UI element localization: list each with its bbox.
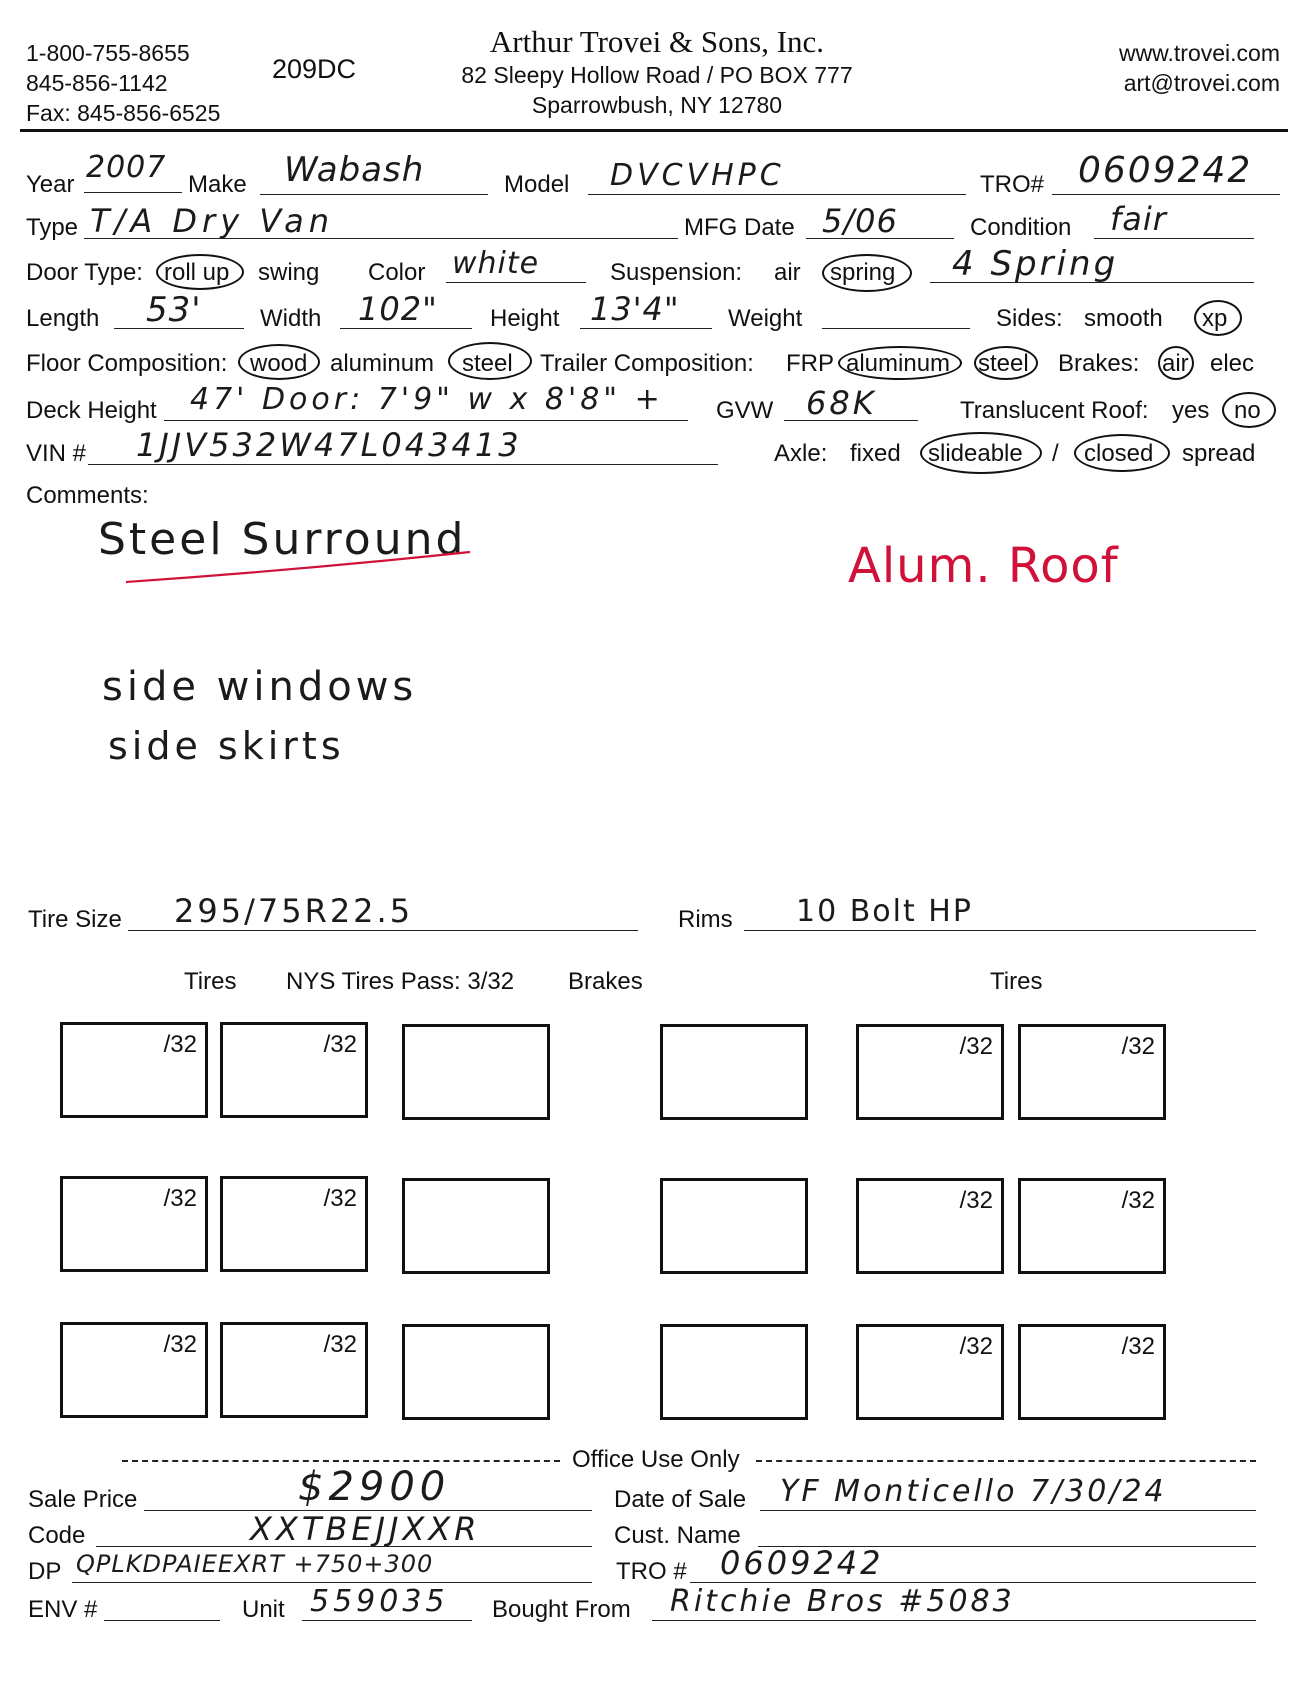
- tire-box-right-inner-1[interactable]: [856, 1024, 1004, 1120]
- deck-height-line: [164, 420, 688, 421]
- sides-xp-option[interactable]: xp: [1202, 305, 1228, 332]
- floor-wood-option[interactable]: wood: [250, 350, 308, 377]
- tire-box-left-inner-3[interactable]: [220, 1322, 368, 1418]
- suspension-spring-option[interactable]: spring: [830, 259, 896, 286]
- tro-office-line: [690, 1582, 1256, 1583]
- brake-box-left-2[interactable]: [402, 1178, 550, 1274]
- unit-label: Unit: [242, 1596, 285, 1623]
- tread-gauge-label: /32: [163, 1331, 197, 1358]
- trailer-frp-option[interactable]: FRP: [786, 350, 834, 377]
- floor-composition-label: Floor Composition:: [26, 350, 228, 377]
- tread-gauge-label: /32: [323, 1331, 357, 1358]
- roof-no-option[interactable]: no: [1234, 397, 1261, 424]
- trailer-steel-option[interactable]: steel: [978, 350, 1029, 377]
- make-value[interactable]: Wabash: [284, 150, 425, 190]
- rims-value[interactable]: 10 Bolt HP: [796, 894, 973, 929]
- sale-price-label: Sale Price: [28, 1486, 138, 1513]
- company-name: Arthur Trovei & Sons, Inc.: [489, 24, 825, 59]
- company-address-1: 82 Sleepy Hollow Road / PO BOX 777: [461, 62, 853, 88]
- tire-box-left-outer-1[interactable]: [60, 1022, 208, 1118]
- dp-label: DP: [28, 1558, 62, 1585]
- date-of-sale-value[interactable]: YF Monticello 7/30/24: [780, 1474, 1167, 1509]
- cust-name-label: Cust. Name: [614, 1522, 741, 1549]
- code-value[interactable]: XXTBEJJXXR: [250, 1510, 481, 1548]
- suspension-air-option[interactable]: air: [774, 259, 801, 286]
- sides-label: Sides:: [996, 305, 1063, 332]
- comment-steel-surround[interactable]: Steel Surround: [98, 514, 467, 565]
- axle-label: Axle:: [774, 440, 828, 467]
- tread-gauge-label: /32: [959, 1187, 993, 1214]
- length-value[interactable]: 53': [146, 290, 202, 330]
- company-email: art@trovei.com: [1123, 70, 1280, 96]
- brakes-heading: Brakes: [568, 968, 643, 995]
- tire-box-right-outer-2[interactable]: [1018, 1178, 1166, 1274]
- make-line: [260, 194, 488, 195]
- brake-box-left-1[interactable]: [402, 1024, 550, 1120]
- suspension-label: Suspension:: [610, 259, 743, 286]
- color-value[interactable]: white: [452, 246, 540, 281]
- office-use-heading: Office Use Only: [572, 1446, 740, 1473]
- bought-from-label: Bought From: [492, 1596, 631, 1623]
- door-type-label: Door Type:: [26, 259, 143, 286]
- tire-box-left-inner-1[interactable]: [220, 1022, 368, 1118]
- dp-line: [72, 1582, 592, 1583]
- form-code: 209DC: [272, 54, 357, 84]
- height-label: Height: [490, 305, 560, 332]
- phone-2: 845-856-1142: [26, 70, 168, 96]
- type-label: Type: [26, 214, 79, 241]
- tire-box-right-outer-1[interactable]: [1018, 1024, 1166, 1120]
- comment-side-windows[interactable]: side windows: [102, 664, 418, 710]
- floor-steel-option[interactable]: steel: [462, 350, 513, 377]
- floor-aluminum-option[interactable]: aluminum: [330, 350, 435, 377]
- door-roll-up-option[interactable]: roll up: [164, 259, 230, 286]
- tread-gauge-label: /32: [1121, 1333, 1155, 1360]
- vin-line: [88, 464, 718, 465]
- deck-height-label: Deck Height: [26, 397, 157, 424]
- tro-office-label: TRO #: [616, 1558, 687, 1585]
- vin-value[interactable]: 1JJV532W47L043413: [136, 426, 522, 464]
- length-label: Length: [26, 305, 100, 332]
- condition-value[interactable]: fair: [1110, 200, 1167, 238]
- tire-box-left-inner-2[interactable]: [220, 1176, 368, 1272]
- height-value[interactable]: 13'4": [590, 290, 680, 328]
- color-line: [446, 282, 586, 283]
- width-label: Width: [260, 305, 322, 332]
- tire-size-value[interactable]: 295/75R22.5: [174, 892, 414, 930]
- nys-pass-heading: NYS Tires Pass: 3/32: [286, 968, 515, 995]
- tread-gauge-label: /32: [323, 1031, 357, 1058]
- brake-box-left-3[interactable]: [402, 1324, 550, 1420]
- office-divider-right: [756, 1460, 1256, 1462]
- height-line: [580, 328, 712, 329]
- comment-alum-roof[interactable]: Alum. Roof: [848, 538, 1119, 594]
- tire-size-label: Tire Size: [28, 906, 122, 933]
- tires-left-heading: Tires: [184, 968, 237, 995]
- tire-box-left-outer-2[interactable]: [60, 1176, 208, 1272]
- suspension-note-value[interactable]: 4 Spring: [952, 244, 1119, 284]
- tire-size-line: [128, 930, 638, 931]
- width-value[interactable]: 102": [358, 290, 438, 328]
- tro-label: TRO#: [980, 171, 1045, 198]
- year-line: [84, 192, 182, 193]
- tread-gauge-label: /32: [959, 1033, 993, 1060]
- brakes-elec-option[interactable]: elec: [1210, 350, 1255, 377]
- deck-height-value[interactable]: 47' Door: 7'9" w x 8'8" +: [190, 382, 664, 417]
- unit-line: [302, 1620, 472, 1621]
- color-label: Color: [368, 259, 426, 286]
- sale-price-value[interactable]: $2900: [298, 1464, 451, 1510]
- header-divider: [20, 129, 1288, 132]
- year-value[interactable]: 2007: [86, 150, 167, 185]
- bought-from-value[interactable]: Ritchie Bros #5083: [670, 1584, 1015, 1619]
- rims-label: Rims: [678, 906, 733, 933]
- door-swing-option[interactable]: swing: [258, 259, 320, 286]
- dp-value[interactable]: QPLKDPAIEEXRT +750+300: [76, 1550, 434, 1578]
- comment-side-skirts[interactable]: side skirts: [108, 724, 345, 768]
- company-website: www.trovei.com: [1118, 40, 1280, 66]
- tread-gauge-label: /32: [1121, 1033, 1155, 1060]
- phone-1: 1-800-755-8655: [26, 40, 190, 66]
- brake-box-right-2[interactable]: [660, 1178, 808, 1274]
- mfg-date-value[interactable]: 5/06: [822, 202, 898, 240]
- trailer-aluminum-option[interactable]: aluminum: [846, 350, 951, 377]
- tread-gauge-label: /32: [1121, 1187, 1155, 1214]
- tro-line: [1052, 194, 1280, 195]
- brake-box-right-1[interactable]: [660, 1024, 808, 1120]
- sides-smooth-option[interactable]: smooth: [1084, 305, 1163, 332]
- tro-office-value[interactable]: 0609242: [720, 1544, 884, 1582]
- code-label: Code: [28, 1522, 86, 1549]
- comments-label: Comments:: [26, 482, 149, 509]
- tread-gauge-label: /32: [959, 1333, 993, 1360]
- env-label: ENV #: [28, 1596, 98, 1623]
- rims-line: [744, 930, 1256, 931]
- tire-box-left-outer-3[interactable]: [60, 1322, 208, 1418]
- company-address-2: Sparrowbush, NY 12780: [531, 92, 783, 118]
- weight-line: [822, 328, 970, 329]
- gvw-value[interactable]: 68K: [806, 384, 877, 422]
- roof-yes-option[interactable]: yes: [1172, 397, 1210, 424]
- make-label: Make: [188, 171, 247, 198]
- axle-slideable-option[interactable]: slideable: [928, 440, 1023, 467]
- axle-separator: /: [1052, 440, 1059, 467]
- tread-gauge-label: /32: [163, 1185, 197, 1212]
- axle-spread-option[interactable]: spread: [1182, 440, 1256, 467]
- brakes-air-option[interactable]: air: [1162, 350, 1189, 377]
- axle-closed-option[interactable]: closed: [1084, 440, 1154, 467]
- gvw-label: GVW: [716, 397, 774, 424]
- tires-right-heading: Tires: [990, 968, 1043, 995]
- weight-label: Weight: [728, 305, 803, 332]
- trailer-composition-label: Trailer Composition:: [540, 350, 754, 377]
- date-of-sale-label: Date of Sale: [614, 1486, 747, 1513]
- model-value[interactable]: DVCVHPC: [610, 158, 785, 193]
- tire-box-right-outer-3[interactable]: [1018, 1324, 1166, 1420]
- translucent-roof-label: Translucent Roof:: [960, 397, 1149, 424]
- model-label: Model: [504, 171, 570, 198]
- axle-fixed-option[interactable]: fixed: [850, 440, 901, 467]
- office-divider-left: [122, 1460, 560, 1462]
- tire-box-right-inner-3[interactable]: [856, 1324, 1004, 1420]
- year-label: Year: [26, 171, 75, 198]
- tire-box-right-inner-2[interactable]: [856, 1178, 1004, 1274]
- unit-value[interactable]: 559035: [310, 1584, 449, 1619]
- date-of-sale-line: [760, 1510, 1256, 1511]
- brake-box-right-3[interactable]: [660, 1324, 808, 1420]
- tread-gauge-label: /32: [323, 1185, 357, 1212]
- width-line: [340, 328, 472, 329]
- env-line: [104, 1620, 220, 1621]
- vin-label: VIN #: [26, 440, 87, 467]
- mfg-date-label: MFG Date: [684, 214, 795, 241]
- condition-label: Condition: [970, 214, 1072, 241]
- brakes-label: Brakes:: [1058, 350, 1140, 377]
- model-line: [588, 194, 966, 195]
- comment-underline: [120, 540, 480, 586]
- fax-number: Fax: 845-856-6525: [26, 100, 221, 126]
- type-value[interactable]: T/A Dry Van: [90, 202, 335, 240]
- bought-from-line: [652, 1620, 1256, 1621]
- tro-value[interactable]: 0609242: [1078, 150, 1253, 191]
- condition-line: [1094, 238, 1254, 239]
- tread-gauge-label: /32: [163, 1031, 197, 1058]
